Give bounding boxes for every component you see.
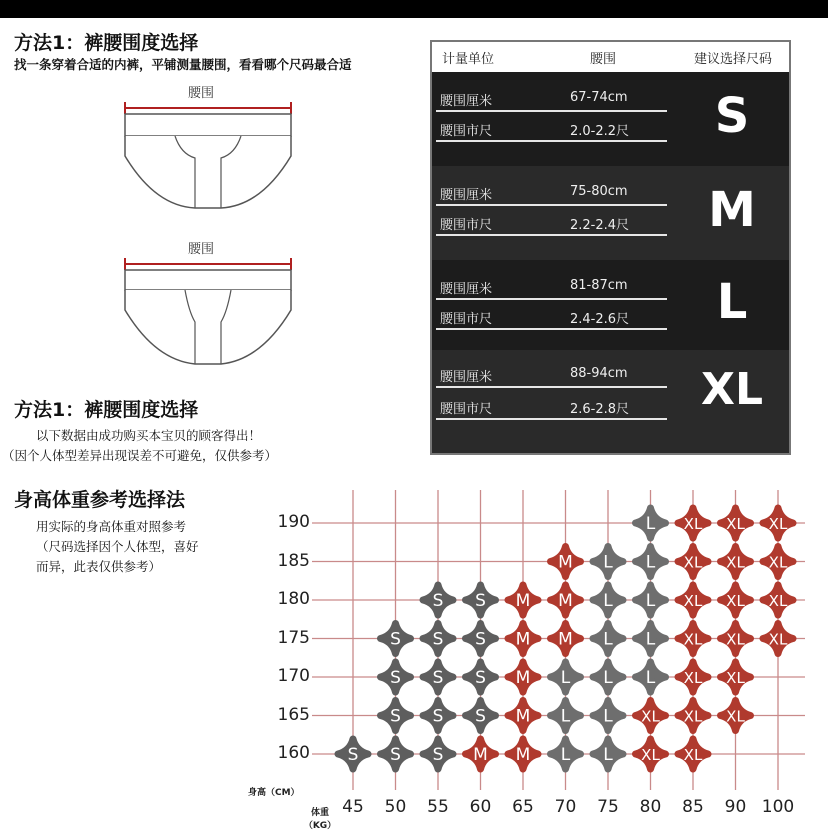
size-marker-label: M [515, 706, 531, 727]
size-marker-xl [678, 585, 708, 615]
y-tick-label: 185 [277, 550, 310, 571]
method2-title: 方法1：裤腰围度选择 [14, 399, 199, 421]
x-tick-label: 50 [384, 797, 407, 817]
method2-line1: 以下数据由成功购买本宝贝的顾客得出！ [36, 428, 262, 443]
size-marker-label: XL [683, 592, 703, 610]
size-marker-label: S [432, 745, 444, 765]
size-marker-s [466, 624, 496, 654]
size-marker-xl [721, 585, 751, 615]
size-marker-l [593, 701, 623, 731]
size-marker-label: M [558, 629, 573, 650]
size-marker-label: XL [683, 707, 703, 726]
row-label: 腰围市尺 [440, 218, 493, 233]
size-marker-m [508, 624, 538, 654]
method2-line2: （因个人体型差异出现误差不可避免，仅供参考） [2, 448, 278, 463]
x-tick-label: 60 [469, 797, 492, 817]
size-marker-xl [721, 662, 751, 692]
size-marker-label: L [560, 706, 571, 727]
size-marker-s [423, 701, 453, 731]
size-marker-l [551, 662, 581, 692]
size-marker-xl [721, 547, 751, 577]
row-value: 2.0-2.2尺 [570, 124, 630, 139]
size-marker-l [551, 739, 581, 769]
y-tick-label: 160 [277, 743, 310, 763]
size-marker-label: XL [683, 553, 703, 572]
row-label: 腰围市尺 [440, 124, 493, 139]
size-marker-m [551, 547, 581, 577]
size-marker-m [551, 624, 581, 654]
size-marker-label: L [645, 629, 656, 650]
y-tick-label: 165 [277, 704, 310, 725]
x-tick-label: 85 [682, 797, 704, 817]
size-marker-xl [721, 701, 751, 731]
y-axis-label: 身高（CM） [248, 788, 300, 798]
size-marker-label: XL [768, 553, 788, 572]
size-marker-xl [678, 624, 708, 654]
size-marker-label: XL [683, 669, 703, 687]
size-marker-m [508, 739, 538, 769]
row-label: 腰围厘米 [440, 188, 493, 203]
size-marker-label: M [558, 552, 573, 573]
size-marker-label: S [347, 745, 359, 765]
size-marker-label: S [475, 591, 486, 611]
size-letter-l: L [716, 274, 748, 330]
row-value: 88-94cm [570, 366, 628, 381]
size-marker-label: M [515, 629, 531, 650]
size-marker-label: L [603, 706, 613, 727]
size-marker-label: XL [641, 746, 660, 764]
y-tick-label: 170 [277, 666, 310, 686]
size-marker-l [593, 739, 623, 769]
size-marker-label: L [603, 668, 613, 688]
size-marker-m [551, 585, 581, 615]
row-label: 腰围厘米 [440, 282, 493, 297]
size-marker-label: XL [726, 592, 745, 610]
size-marker-label: M [558, 591, 573, 611]
x-tick-label: 75 [597, 797, 619, 817]
size-marker-label: L [560, 668, 571, 688]
size-marker-label: M [515, 668, 531, 688]
size-marker-label: XL [726, 553, 745, 572]
size-marker-label: S [390, 745, 401, 765]
x-tick-label: 65 [512, 797, 534, 817]
size-marker-label: L [603, 591, 613, 611]
size-marker-s [381, 624, 411, 654]
waist-label-1: 腰围 [188, 86, 215, 101]
size-marker-label: S [432, 591, 444, 611]
size-marker-xl [721, 624, 751, 654]
size-marker-label: XL [641, 707, 660, 726]
size-marker-label: L [645, 591, 656, 611]
size-marker-xl [678, 508, 708, 538]
size-marker-xl [678, 547, 708, 577]
x-tick-label: 100 [761, 797, 795, 817]
size-marker-label: XL [683, 746, 703, 764]
size-letter-m: M [708, 182, 756, 238]
size-marker-label: L [560, 745, 571, 765]
size-marker-label: XL [726, 630, 745, 649]
y-tick-label: 175 [277, 627, 310, 648]
size-marker-s [423, 624, 453, 654]
size-marker-label: XL [683, 515, 703, 533]
size-marker-label: S [390, 668, 401, 688]
size-marker-l [636, 585, 666, 615]
size-marker-label: S [390, 706, 401, 727]
size-marker-s [466, 662, 496, 692]
size-marker-xl [678, 662, 708, 692]
row-value: 2.4-2.6尺 [570, 312, 630, 327]
row-value: 2.6-2.8尺 [570, 402, 630, 417]
size-marker-s [381, 701, 411, 731]
size-marker-xl [721, 508, 751, 538]
size-marker-label: XL [726, 707, 745, 726]
size-marker-label: S [432, 629, 444, 650]
size-marker-label: XL [726, 515, 745, 533]
size-marker-label: S [475, 706, 486, 727]
size-marker-label: L [645, 514, 656, 534]
size-marker-l [551, 701, 581, 731]
size-marker-s [381, 739, 411, 769]
size-marker-label: L [645, 552, 656, 573]
size-marker-label: L [645, 668, 656, 688]
size-marker-l [593, 547, 623, 577]
method3-line3: 而异，此表仅供参考） [36, 559, 162, 574]
row-value: 67-74cm [570, 90, 628, 105]
size-marker-m [508, 701, 538, 731]
size-marker-label: L [603, 745, 613, 765]
size-marker-xl [763, 624, 793, 654]
row-value: 81-87cm [570, 278, 628, 293]
size-marker-s [466, 701, 496, 731]
size-marker-s [423, 585, 453, 615]
size-marker-xl [636, 701, 666, 731]
size-marker-l [593, 624, 623, 654]
size-marker-label: S [475, 668, 486, 688]
x-axis-label: 体重（KG） [303, 808, 337, 831]
method1-description: 找一条穿着合适的内裤，平铺测量腰围，看看哪个尺码最合适 [14, 57, 352, 72]
size-letter-xl: XL [701, 364, 763, 415]
size-marker-s [423, 662, 453, 692]
size-marker-label: M [515, 591, 531, 611]
y-tick-label: 180 [277, 589, 310, 609]
row-label: 腰围厘米 [440, 370, 493, 385]
header-unit: 计量单位 [442, 52, 495, 67]
size-marker-l [636, 547, 666, 577]
row-label: 腰围市尺 [440, 312, 493, 327]
x-tick-label: 90 [724, 797, 747, 817]
size-marker-xl [763, 585, 793, 615]
size-marker-label: XL [768, 515, 788, 533]
x-tick-label: 70 [554, 797, 577, 817]
size-marker-l [593, 585, 623, 615]
row-label: 腰围厘米 [440, 94, 493, 109]
size-marker-label: L [603, 552, 613, 573]
method3-line1: 用实际的身高体重对照参考 [36, 519, 187, 534]
size-marker-xl [678, 739, 708, 769]
size-marker-l [593, 662, 623, 692]
size-marker-xl [678, 701, 708, 731]
y-tick-label: 190 [277, 512, 310, 532]
size-marker-label: XL [768, 592, 788, 610]
size-marker-xl [636, 739, 666, 769]
x-tick-label: 45 [342, 797, 364, 817]
size-marker-m [466, 739, 496, 769]
size-marker-label: S [432, 706, 444, 727]
size-marker-xl [763, 547, 793, 577]
row-value: 75-80cm [570, 184, 628, 199]
size-marker-l [636, 624, 666, 654]
size-marker-s [466, 585, 496, 615]
size-marker-label: XL [683, 630, 703, 649]
size-marker-s [423, 739, 453, 769]
header-waist: 腰围 [590, 52, 617, 67]
size-marker-m [508, 585, 538, 615]
size-marker-label: XL [768, 630, 788, 649]
row-label: 腰围市尺 [440, 402, 493, 417]
size-marker-label: XL [726, 669, 745, 687]
x-tick-label: 80 [639, 797, 662, 817]
size-marker-label: M [515, 745, 531, 765]
x-tick-label: 55 [427, 797, 449, 817]
waist-label-2: 腰围 [188, 242, 215, 257]
size-marker-xl [763, 508, 793, 538]
method3-title: 身高体重参考选择法 [14, 489, 186, 511]
size-marker-label: L [603, 629, 613, 650]
header-size: 建议选择尺码 [694, 52, 773, 67]
size-marker-label: S [475, 629, 486, 650]
size-marker-l [636, 662, 666, 692]
size-marker-label: S [390, 629, 401, 650]
size-marker-s [338, 739, 368, 769]
size-letter-s: S [714, 88, 750, 144]
size-marker-l [636, 508, 666, 538]
row-value: 2.2-2.4尺 [570, 218, 630, 233]
size-marker-label: S [432, 668, 444, 688]
method3-line2: （尺码选择因个人体型，喜好 [36, 539, 199, 554]
size-marker-label: M [473, 745, 488, 765]
method1-title: 方法1：裤腰围度选择 [14, 32, 199, 54]
size-marker-m [508, 662, 538, 692]
size-marker-s [381, 662, 411, 692]
